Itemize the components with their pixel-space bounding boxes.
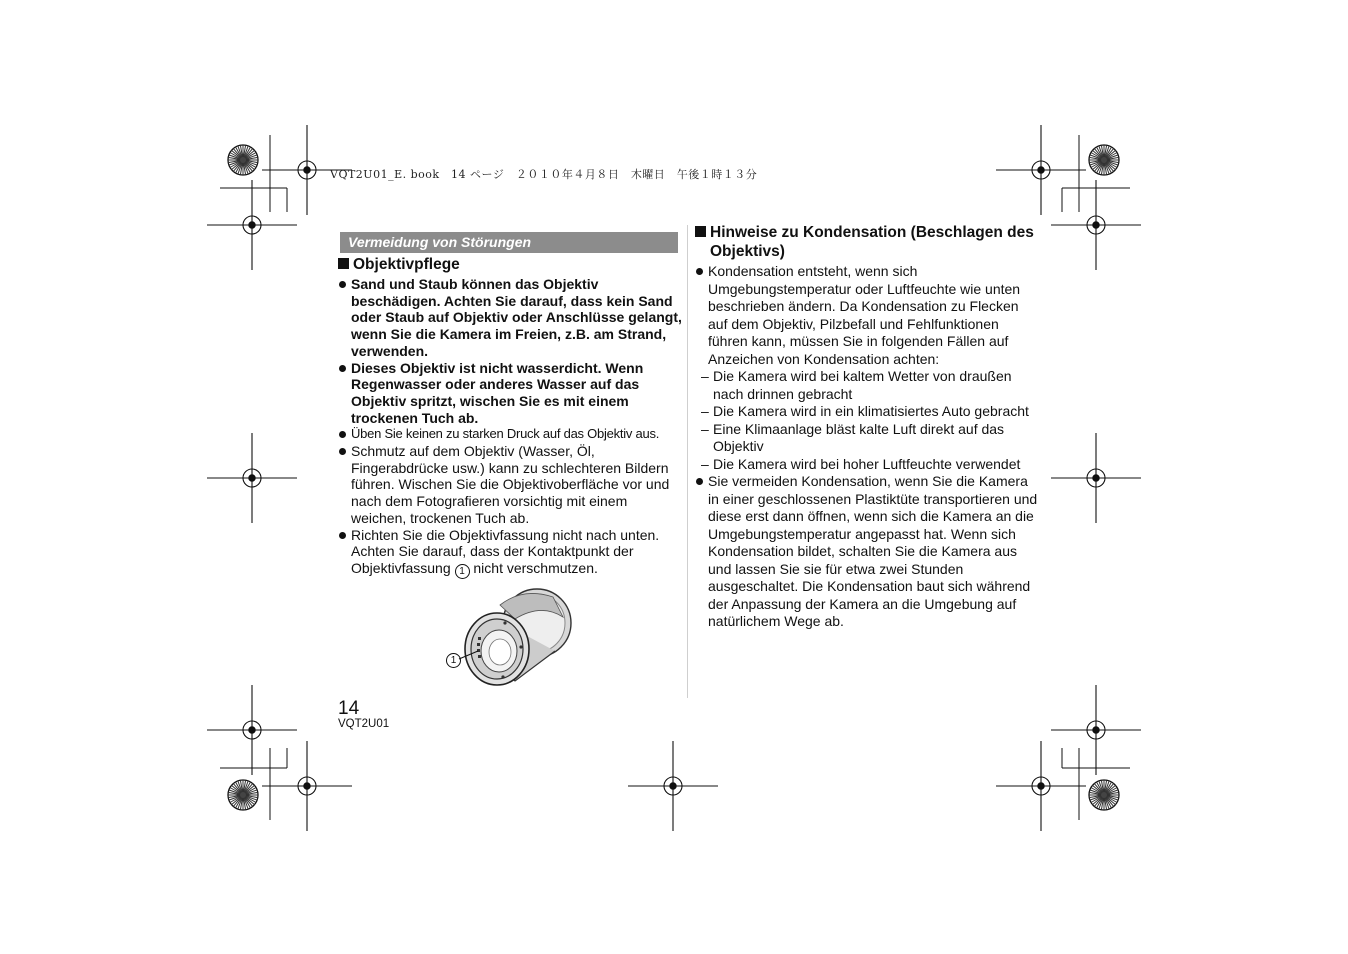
left-column [338,255,683,579]
registration-mark-icon [1051,685,1141,775]
heading-kondensation: Hinweise zu Kondensation (Beschlagen des Objektivs) [695,223,1040,261]
print-header: VQT2U01_E. book 14 ページ ２０１０年４月８日 木曜日 午後１時１３分 [330,168,758,181]
list-item: Sand und Staub können das Objektiv beschädigen. Achten Sie darauf, dass kein Sand oder Staub auf Objektiv oder Anschlüsse gelangt, wenn Sie die Kamera im Freien, z.B. am Strand, verwenden. [338,276,683,360]
star-target-icon [1089,145,1119,175]
condensation-list [695,263,1040,368]
condensation-list-2 [695,473,1040,631]
case-item: – Die Kamera wird bei hoher Luftfeuchte verwendet [695,456,1040,474]
list-item: Üben Sie keinen zu starken Druck auf das Objektiv aus. [338,426,683,443]
document-code: VQT2U01 [338,718,390,730]
registration-mark-icon [996,741,1086,831]
heading-objektivpflege: Objektivpflege [338,255,683,274]
figure-callout-1: 1 [446,653,461,668]
star-target-icon [1089,780,1119,810]
star-target-icon [228,780,258,810]
case-item: – Eine Klimaanlage bläst kalte Luft direkt auf das Objektiv [695,421,1040,456]
right-column [695,223,1040,631]
list-item: Richten Sie die Objektivfassung nicht nach unten. Achten Sie darauf, dass der Kontaktpunkt der Objektivfassung 1 nicht verschmutzen. [338,527,683,579]
page-number: 14 [338,698,360,719]
callout-number-icon: 1 [455,564,470,579]
square-bullet-icon [338,258,349,269]
registration-mark-icon [262,741,352,831]
registration-mark-icon [207,433,297,523]
list-item: Schmutz auf dem Objektiv (Wasser, Öl, Fingerabdrücke usw.) kann zu schlechteren Bildern führen. Wischen Sie die Objektivoberfläche vor und nach dem Fotografieren vorsichtig mit einem weichen, trockenen Tuch ab. [338,443,683,527]
list-item: Kondensation entsteht, wenn sich Umgebungstemperatur oder Luftfeuchte wie unten beschrieben ändern. Da Kondensation zu Flecken auf dem Objektiv, Pilzbefall und Fehlfunktionen führen kann, müssen Sie in folgenden Fällen auf Anzeichen von Kondensation achten: [695,263,1040,368]
star-target-icon [228,145,258,175]
registration-mark-icon [1051,180,1141,270]
list-item: Sie vermeiden Kondensation, wenn Sie die Kamera in einer geschlossenen Plastiktüte transportieren und diese erst dann öffnen, wenn sich die Kamera an die Umgebungstemperatur angepasst hat. Wenn sich Kondensation bildet, schalten Sie die Kamera aus und lassen Sie sie für etwa zwei Stunden ausgeschaltet. Die Kondensation baut sich während der Anpassung der Kamera an die Umgebung auf natürlichem Wege ab. [695,473,1040,631]
section-title-bar [340,232,678,253]
case-item: – Die Kamera wird in ein klimatisiertes Auto gebracht [695,403,1040,421]
care-list [338,276,683,579]
square-bullet-icon [695,226,706,237]
condensation-cases [695,368,1040,473]
registration-mark-icon [207,685,297,775]
registration-mark-icon [628,741,718,831]
registration-mark-icon [1051,433,1141,523]
lens-illustration [445,585,580,695]
registration-mark-icon [207,180,297,270]
case-item: – Die Kamera wird bei kaltem Wetter von draußen nach drinnen gebracht [695,368,1040,403]
registration-mark-icon [996,125,1086,215]
list-item: Dieses Objektiv ist nicht wasserdicht. Wenn Regenwasser oder anderes Wasser auf das Objektiv spritzt, wischen Sie es mit einem trockenen Tuch ab. [338,360,683,427]
section-title: Vermeidung von Störungen [348,234,532,250]
column-divider [687,225,688,698]
